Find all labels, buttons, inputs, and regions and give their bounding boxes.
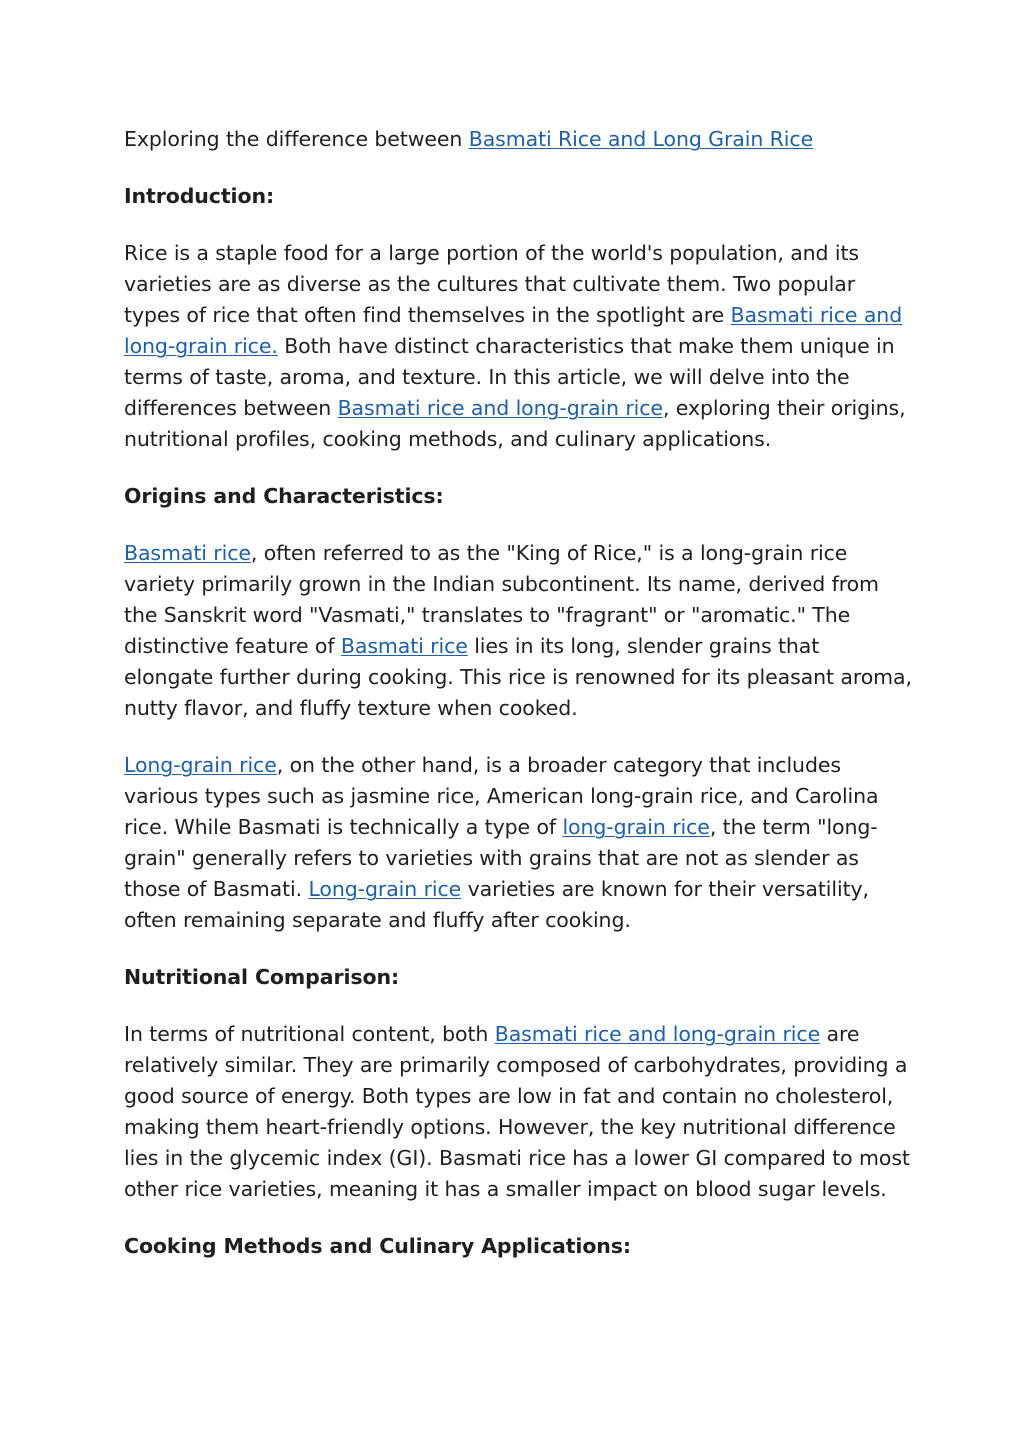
introduction-paragraph [124,238,914,455]
title-prefix: Exploring the difference between [124,127,469,151]
cooking-heading: Cooking Methods and Culinary Applications: [124,1234,631,1258]
title-line [124,124,914,155]
origins-p1-text-2: lies in its long, slender grains that elongate further during cooking. This rice is renowned for its pleasant aroma, nutty flavor, and fluffy texture when cooked. [124,634,912,720]
intro-text-2: Both have distinct characteristics that make them unique in terms of taste, aroma, and texture. In this article, we will delve into the differences between [124,334,895,420]
intro-link-1[interactable]: Basmati rice and long-grain rice. [124,303,903,358]
origins-paragraph-1 [124,538,914,724]
document-body [124,124,914,1288]
origins-paragraph-2 [124,750,914,936]
origins-heading: Origins and Characteristics: [124,484,444,508]
origins-p2-link-3[interactable]: Long-grain rice [308,877,462,901]
nutrition-link-1[interactable]: Basmati rice and long-grain rice [494,1022,821,1046]
intro-link-2[interactable]: Basmati rice and long-grain rice [337,396,663,420]
origins-p2-text-2: , the term "long-grain" generally refers to varieties with grains that are not as slender as those of Basmati. [124,815,878,901]
origins-p2-text-3: varieties are known for their versatility, often remaining separate and fluffy after cooking. [124,877,869,932]
nutrition-text-1: In terms of nutritional content, both [124,1022,495,1046]
intro-text-3: , exploring their origins, nutritional profiles, cooking methods, and culinary applications. [124,396,906,451]
origins-p2-text-1: , on the other hand, is a broader category that includes various types such as jasmine rice, American long-grain rice, and Carolina rice. While Basmati is technically a type of [124,753,879,839]
intro-text-1: Rice is a staple food for a large portion of the world's population, and its varieties are as diverse as the cultures that cultivate them. Two popular types of rice that often find themselves in the spotlight are [124,241,860,327]
origins-p1-link-1[interactable]: Basmati rice [124,541,251,565]
introduction-heading: Introduction: [124,184,275,208]
title-link[interactable]: Basmati Rice and Long Grain Rice [468,127,814,151]
origins-p1-text-1: , often referred to as the "King of Rice," is a long-grain rice variety primarily grown in the Indian subcontinent. Its name, derived from the Sanskrit word "Vasmati," translates to "fragrant" or "aromatic." The distinctive feature of [124,541,879,658]
origins-p2-link-1[interactable]: Long-grain rice [124,753,277,777]
nutrition-paragraph [124,1019,914,1205]
origins-p1-link-2[interactable]: Basmati rice [340,634,468,658]
nutrition-text-2: are relatively similar. They are primarily composed of carbohydrates, providing a good source of energy. Both types are low in fat and contain no cholesterol, making them heart-friendly options. However, the key nutritional difference lies in the glycemic index (GI). Basmati rice has a lower GI compared to most other rice varieties, meaning it has a smaller impact on blood sugar levels. [124,1022,910,1201]
origins-p2-link-2[interactable]: long-grain rice [562,815,710,839]
nutrition-heading: Nutritional Comparison: [124,965,400,989]
